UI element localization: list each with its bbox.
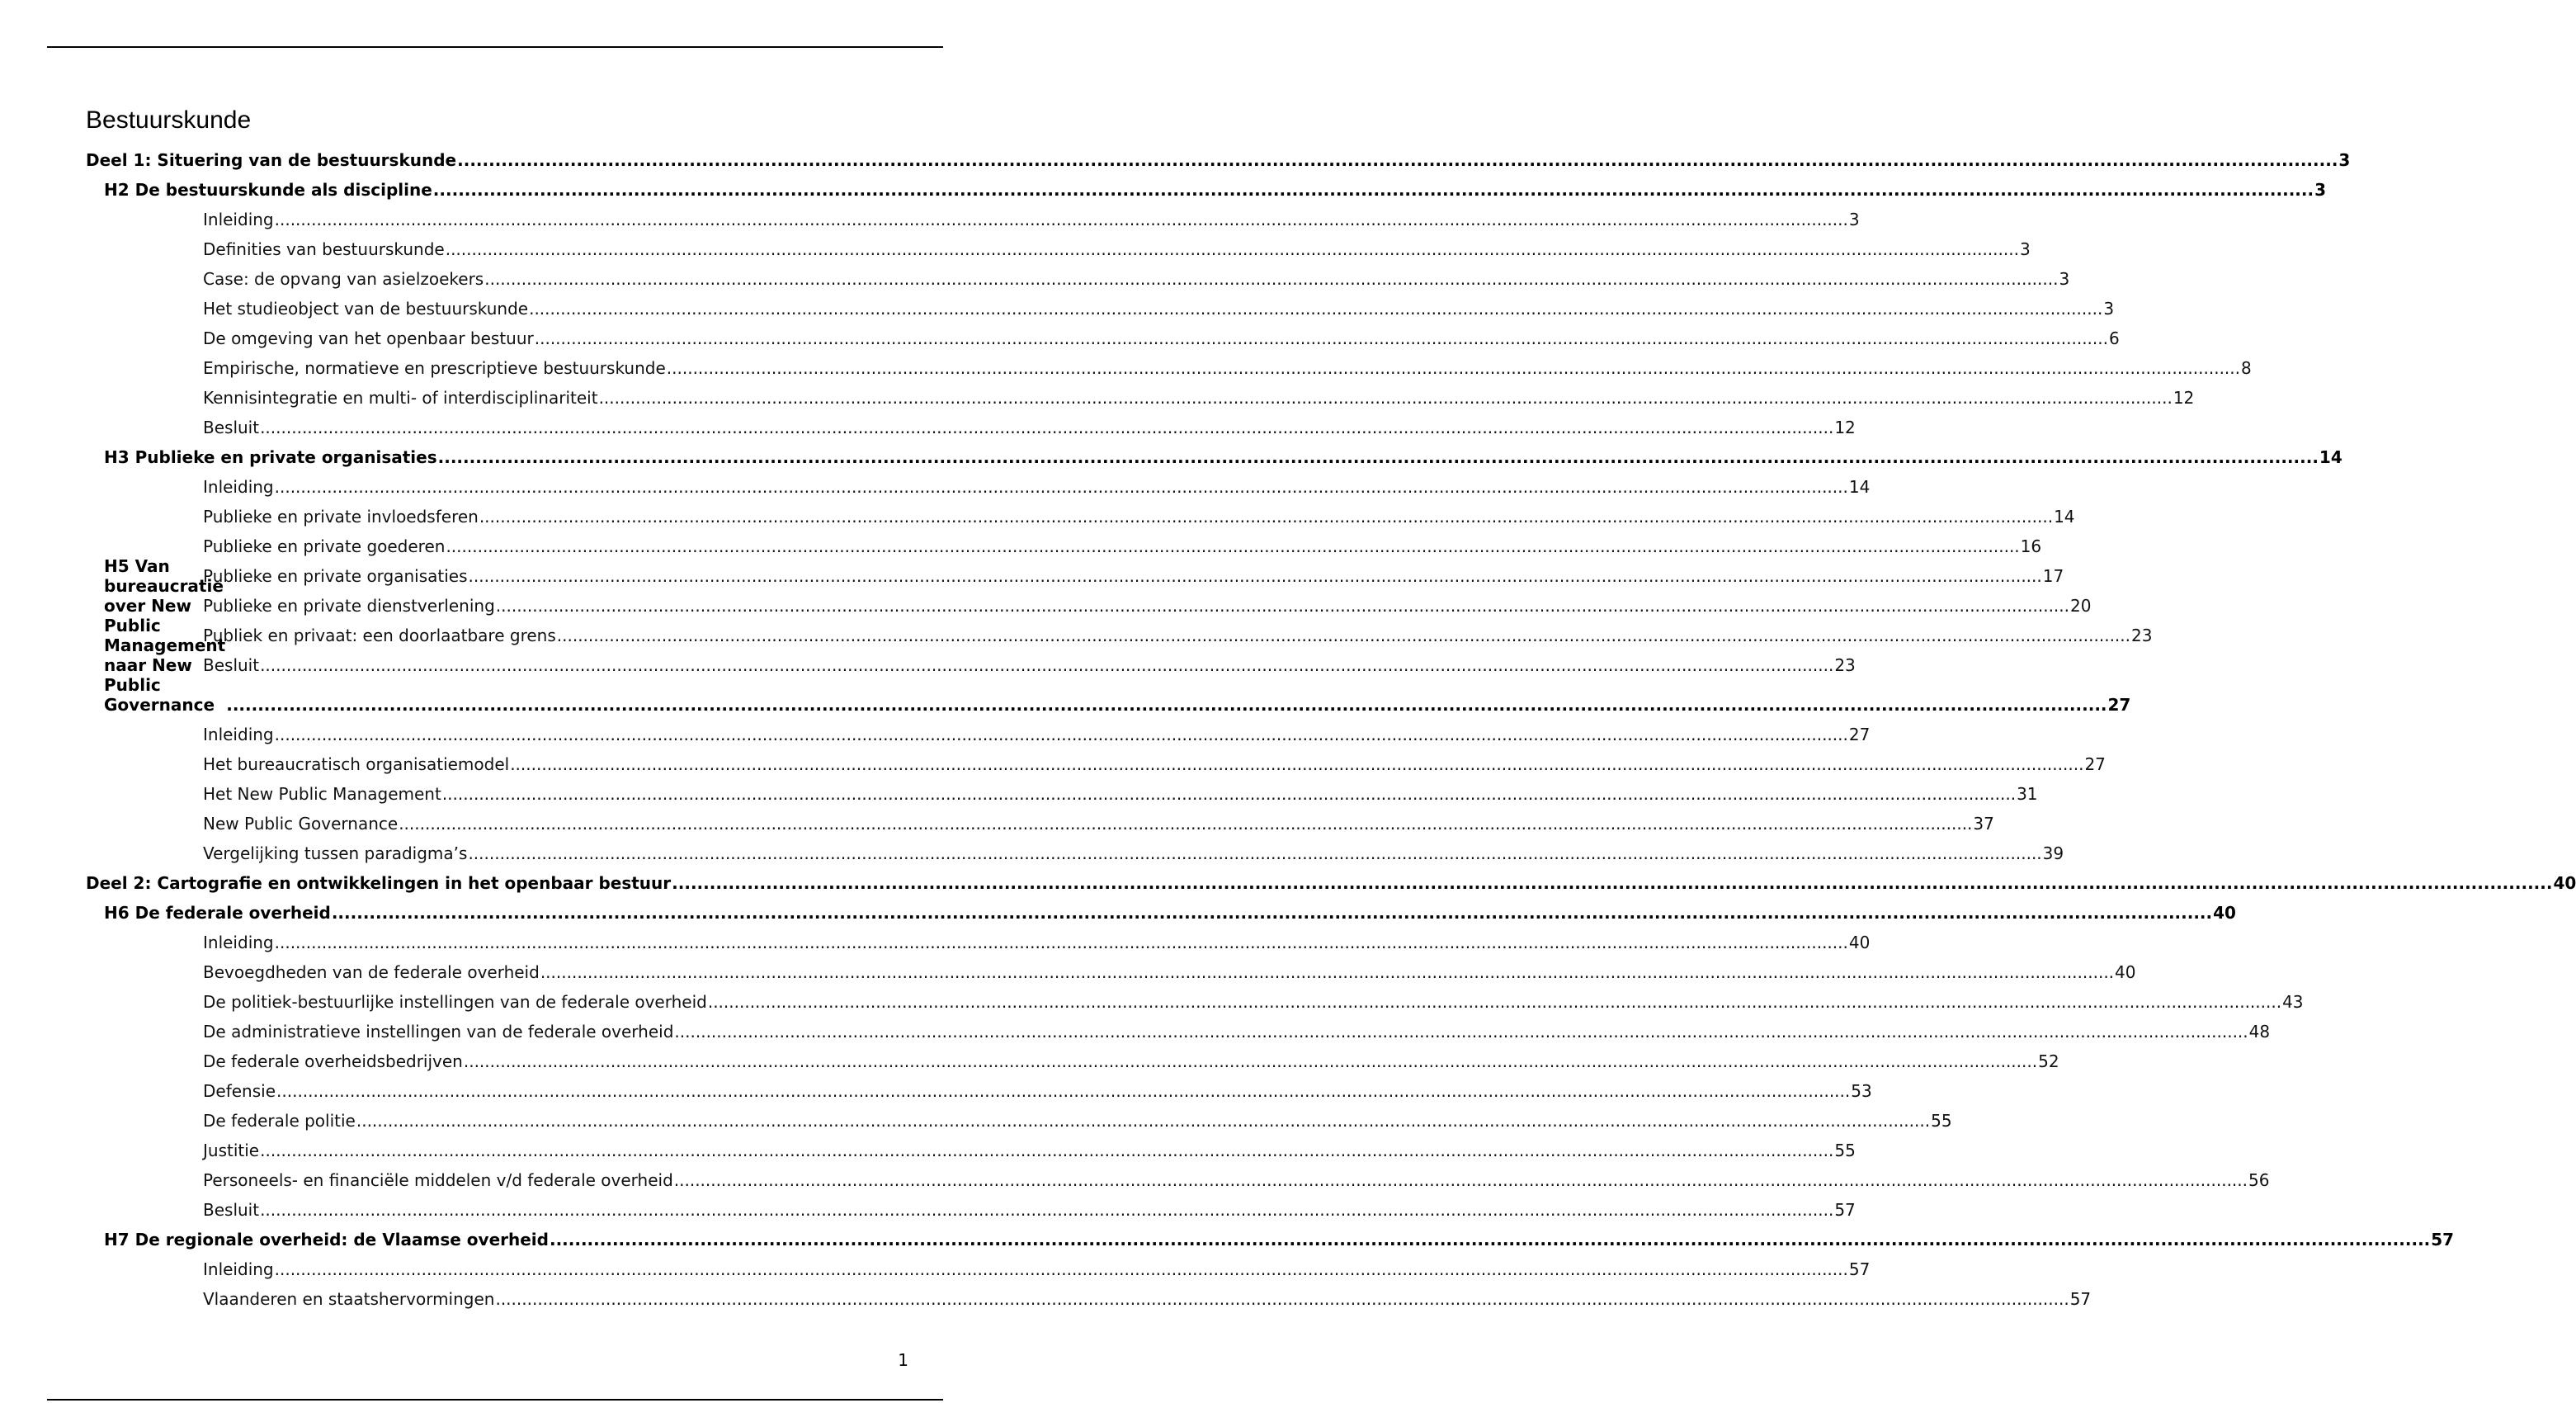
toc-entry-label: Empirische, normatieve en prescriptieve bestuurskunde — [203, 358, 666, 378]
toc-entry-section[interactable] — [203, 1190, 1856, 1220]
toc-entry-label: Het bureaucratisch organisatiemodel — [203, 754, 510, 774]
toc-entry-label: H3 Publieke en private organisaties — [104, 447, 437, 467]
toc-entry-section[interactable] — [203, 1071, 1872, 1101]
toc-entry-section[interactable] — [203, 527, 2042, 556]
toc-entry-chapter[interactable] — [104, 170, 2327, 200]
toc-entry-section[interactable] — [203, 923, 1871, 952]
toc-entry-label: Personeels- en financiële middelen v/d federale overheid — [203, 1170, 673, 1190]
dot-leader: ............................................................................................................................................................................................................................................................................................................ — [468, 843, 2042, 863]
toc-entry-label-line2: Governance — [104, 695, 215, 715]
dot-leader: ............................................................................................................................................................................................................................................................................................................ — [673, 1170, 2248, 1190]
toc-entry-label — [104, 556, 225, 715]
toc-page-number: 8 — [2241, 358, 2252, 378]
dot-leader: ............................................................................................................................................................................................................................................................................................................ — [457, 150, 2338, 170]
dot-leader: ............................................................................................................................................................................................................................................................................................................ — [672, 873, 2553, 893]
toc-page-number: 23 — [2131, 626, 2153, 645]
toc-entry-label: De omgeving van het openbaar bestuur — [203, 328, 534, 348]
toc-entry-section[interactable] — [203, 1249, 1871, 1279]
toc-entry-label: De federale overheidsbedrijven — [203, 1051, 463, 1071]
dot-leader: ............................................................................................................................................................................................................................................................................................................ — [549, 1230, 2431, 1249]
toc-page-number: 6 — [2108, 328, 2120, 348]
toc-entry-chapter[interactable] — [104, 893, 2236, 923]
toc-entry-section[interactable] — [203, 229, 2031, 259]
toc-entry-label: Inleiding — [203, 933, 274, 952]
dot-leader: ............................................................................................................................................................................................................................................................................................................ — [276, 1081, 1851, 1101]
toc-entry-label: Het New Public Management — [203, 784, 441, 804]
dot-leader: ............................................................................................................................................................................................................................................................................................................ — [274, 1259, 1848, 1279]
dot-leader: ............................................................................................................................................................................................................................................................................................................ — [707, 992, 2282, 1012]
toc-entry-section[interactable] — [203, 616, 2153, 645]
toc-entry-section[interactable] — [203, 1160, 2270, 1190]
toc-page-number: 57 — [1834, 1200, 1856, 1220]
toc-entry-section[interactable] — [203, 467, 1871, 497]
toc-page-number: 55 — [1931, 1111, 1952, 1131]
toc-entry-label: Besluit — [203, 1200, 260, 1220]
toc-entry-section[interactable] — [203, 319, 2120, 348]
toc-entry-label: Case: de opvang van asielzoekers — [203, 269, 484, 289]
dot-leader: ............................................................................................................................................................................................................................................................................................................ — [399, 814, 1973, 834]
toc-entry-deel[interactable] — [86, 140, 2351, 170]
toc-entry-section[interactable] — [203, 982, 2304, 1012]
dot-leader: ............................................................................................................................................................................................................................................................................................................ — [260, 655, 1834, 675]
document-title: Bestuurskunde — [86, 106, 252, 134]
toc-entry-label: Besluit — [203, 655, 260, 675]
toc-entry-section[interactable] — [203, 1279, 2092, 1309]
toc-page-number: 3 — [2314, 180, 2327, 200]
dot-leader: ............................................................................................................................................................................................................................................................................................................ — [441, 784, 2017, 804]
dot-leader: ............................................................................................................................................................................................................................................................................................................ — [356, 1111, 1931, 1131]
toc-entry-chapter[interactable] — [104, 437, 2342, 467]
toc-page-number: 3 — [2019, 239, 2031, 259]
toc-entry-label: Inleiding — [203, 725, 274, 744]
toc-entry-label: Kennisintegratie en multi- of interdisciplinariteit — [203, 388, 598, 408]
toc-page-number: 3 — [2059, 269, 2070, 289]
toc-page-number: 57 — [2069, 1289, 2092, 1309]
toc-entry-section[interactable] — [203, 408, 1856, 437]
toc-page-number: 40 — [2115, 962, 2136, 982]
dot-leader: ............................................................................................................................................................................................................................................................................................................ — [598, 388, 2173, 408]
dot-leader: ............................................................................................................................................................................................................................................................................................................ — [274, 210, 1848, 229]
toc-entry-label: Inleiding — [203, 1259, 274, 1279]
table-of-contents — [0, 140, 2576, 1309]
toc-entry-section[interactable] — [203, 952, 2136, 982]
toc-entry-label: Het studieobject van de bestuurskunde — [203, 299, 529, 319]
toc-entry-label: Inleiding — [203, 477, 274, 497]
toc-entry-section[interactable] — [203, 497, 2075, 527]
toc-page-number: 27 — [1848, 725, 1871, 744]
toc-page-number: 14 — [2319, 447, 2342, 467]
toc-page-number: 12 — [2173, 388, 2195, 408]
toc-page-number: 57 — [1848, 1259, 1871, 1279]
page-number: 1 — [898, 1350, 908, 1370]
toc-entry-label: Bevoegdheden van de federale overheid — [203, 962, 540, 982]
toc-entry-label: Justitie — [203, 1141, 260, 1160]
dot-leader: ............................................................................................................................................................................................................................................................................................................ — [510, 754, 2084, 774]
toc-entry-label: Besluit — [203, 418, 260, 437]
toc-page-number: 3 — [1848, 210, 1860, 229]
toc-entry-label: Defensie — [203, 1081, 276, 1101]
toc-page-number: 43 — [2282, 992, 2304, 1012]
toc-page-number: 14 — [2054, 507, 2075, 527]
dot-leader: ............................................................................................................................................................................................................................................................................................................ — [445, 239, 2019, 259]
toc-page-number: 55 — [1834, 1141, 1856, 1160]
toc-entry-section[interactable] — [203, 586, 2092, 616]
toc-entry-label: H6 De federale overheid — [104, 903, 331, 923]
toc-page-number: 14 — [1848, 477, 1871, 497]
dot-leader: ............................................................................................................................................................................................................................................................................................................ — [495, 596, 2069, 616]
toc-entry-section[interactable] — [203, 378, 2195, 408]
toc-entry-label: De federale politie — [203, 1111, 356, 1131]
toc-entry-label: Deel 1: Situering van de bestuurskunde — [86, 150, 457, 170]
toc-page-number: 56 — [2248, 1170, 2270, 1190]
toc-entry-section[interactable] — [203, 1131, 1856, 1160]
toc-entry-section[interactable] — [203, 1101, 1952, 1131]
dot-leader: ............................................................................................................................................................................................................................................................................................................ — [463, 1051, 2038, 1071]
toc-entry-section[interactable] — [203, 289, 2115, 319]
toc-entry-label: Definities van bestuurskunde — [203, 239, 445, 259]
toc-entry-label: Publieke en private dienstverlening — [203, 596, 495, 616]
toc-entry-label-line1: H5 Van bureaucratie over New Public Management naar New Public — [104, 556, 226, 695]
toc-page-number: 39 — [2042, 843, 2064, 863]
toc-entry-section[interactable] — [203, 556, 2064, 586]
toc-page-number: 48 — [2248, 1022, 2271, 1042]
toc-entry-label: Inleiding — [203, 210, 274, 229]
toc-entry-section[interactable] — [203, 645, 1856, 675]
toc-page-number: 31 — [2017, 784, 2038, 804]
dot-leader: ............................................................................................................................................................................................................................................................................................................ — [260, 418, 1834, 437]
dot-leader: ............................................................................................................................................................................................................................................................................................................ — [432, 180, 2314, 200]
toc-entry-label: De politiek-bestuurlijke instellingen van de federale overheid — [203, 992, 707, 1012]
dot-leader: ............................................................................................................................................................................................................................................................................................................ — [484, 269, 2059, 289]
toc-entry-section[interactable] — [203, 744, 2106, 774]
dot-leader: ............................................................................................................................................................................................................................................................................................................ — [274, 477, 1848, 497]
toc-page-number: 27 — [2084, 754, 2106, 774]
dot-leader: ............................................................................................................................................................................................................................................................................................................ — [331, 903, 2213, 923]
toc-entry-section[interactable] — [203, 1012, 2271, 1042]
dot-leader: ............................................................................................................................................................................................................................................................................................................ — [468, 566, 2042, 586]
footer-rule — [47, 1399, 943, 1401]
dot-leader: ............................................................................................................................................................................................................................................................................................................ — [437, 447, 2319, 467]
dot-leader: ............................................................................................................................................................................................................................................................................................................ — [666, 358, 2241, 378]
toc-entry-section[interactable] — [203, 200, 1860, 229]
toc-entry-deel[interactable] — [86, 863, 2576, 893]
dot-leader: ............................................................................................................................................................................................................................................................................................................ — [260, 1141, 1834, 1160]
toc-page-number: 17 — [2042, 566, 2064, 586]
toc-entry-label: Publieke en private organisaties — [203, 566, 468, 586]
toc-entry-label: New Public Governance — [203, 814, 399, 834]
dot-leader: ............................................................................................................................................................................................................................................................................................................ — [274, 725, 1848, 744]
toc-page-number: 20 — [2070, 596, 2092, 616]
dot-leader: ............................................................................................................................................................................................................................................................................................................ — [446, 536, 2020, 556]
dot-leader: ............................................................................................................................................................................................................................................................................................................ — [540, 962, 2115, 982]
dot-leader: ............................................................................................................................................................................................................................................................................................................ — [274, 933, 1848, 952]
toc-page-number: 23 — [1834, 655, 1856, 675]
toc-entry-label: Deel 2: Cartografie en ontwikkelingen in het openbaar bestuur — [86, 873, 672, 893]
toc-page-number: 37 — [1973, 814, 1994, 834]
toc-entry-section[interactable] — [203, 804, 1994, 834]
toc-entry-section[interactable] — [203, 715, 1871, 744]
toc-page-number: 27 — [2107, 695, 2131, 715]
dot-leader: ............................................................................................................................................................................................................................................................................................................ — [674, 1022, 2248, 1042]
header-rule — [47, 46, 943, 48]
toc-entry-label: De administratieve instellingen van de federale overheid — [203, 1022, 674, 1042]
toc-page-number: 53 — [1851, 1081, 1872, 1101]
dot-leader: ............................................................................................................................................................................................................................................................................................................ — [534, 328, 2108, 348]
toc-entry-section[interactable] — [203, 1042, 2059, 1071]
toc-entry-label: H2 De bestuurskunde als discipline — [104, 180, 432, 200]
toc-entry-section[interactable] — [203, 774, 2038, 804]
toc-entry-label: Publieke en private invloedsferen — [203, 507, 479, 527]
toc-page-number: 40 — [2213, 903, 2236, 923]
toc-page-number: 40 — [1848, 933, 1871, 952]
toc-page-number: 3 — [2103, 299, 2115, 319]
toc-page-number: 3 — [2338, 150, 2351, 170]
toc-entry-label: H7 De regionale overheid: de Vlaamse overheid — [104, 1230, 549, 1249]
toc-page-number: 52 — [2038, 1051, 2059, 1071]
toc-entry-section[interactable] — [203, 834, 2064, 863]
toc-entry-chapter[interactable] — [104, 1220, 2455, 1249]
toc-page-number: 40 — [2553, 873, 2576, 893]
dot-leader: ............................................................................................................................................................................................................................................................................................................ — [479, 507, 2054, 527]
dot-leader: ............................................................................................................................................................................................................................................................................................................ — [529, 299, 2103, 319]
dot-leader: ............................................................................................................................................................................................................................................................................................................ — [495, 1289, 2069, 1309]
toc-entry-label: Publiek en privaat: een doorlaatbare grens — [203, 626, 556, 645]
toc-entry-section[interactable] — [203, 259, 2070, 289]
dot-leader: ............................................................................................................................................................................................................................................................................................................ — [260, 1200, 1834, 1220]
toc-entry-label: Vlaanderen en staatshervormingen — [203, 1289, 495, 1309]
dot-leader: ............................................................................................................................................................................................................................................................................................................ — [556, 626, 2130, 645]
toc-page-number: 16 — [2020, 536, 2042, 556]
dot-leader: ............................................................................................................................................................................................................................................................................................................ — [226, 695, 2107, 715]
toc-entry-section[interactable] — [203, 348, 2252, 378]
toc-entry-label: Vergelijking tussen paradigma’s — [203, 843, 468, 863]
toc-page-number: 57 — [2431, 1230, 2455, 1249]
toc-page-number: 12 — [1834, 418, 1856, 437]
toc-entry-label: Publieke en private goederen — [203, 536, 446, 556]
